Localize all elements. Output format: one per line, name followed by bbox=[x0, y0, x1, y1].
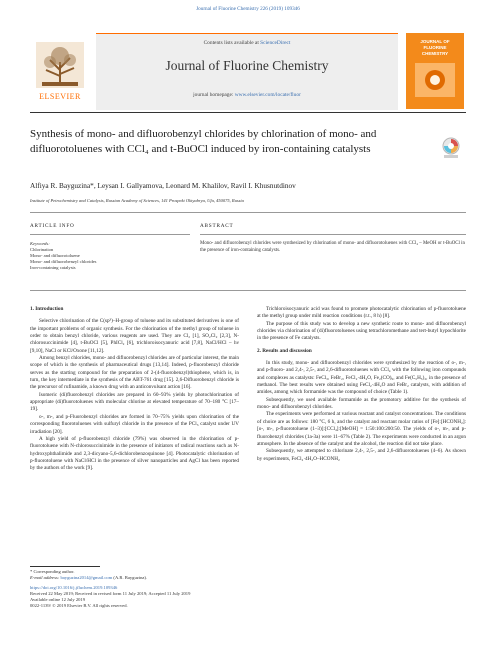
elsevier-logo[interactable] bbox=[30, 40, 90, 102]
journal-cover[interactable] bbox=[406, 33, 464, 109]
keyword: Mono- and difluorotoluene bbox=[30, 253, 80, 259]
keyword: Iron-containing catalysts bbox=[30, 265, 76, 271]
contents-line bbox=[96, 40, 398, 46]
journal-masthead bbox=[96, 33, 398, 110]
homepage-prefix: journal homepage: bbox=[193, 92, 235, 98]
paragraph: Subsequently, we attempted to chlorinate 2,4-, 2,5-, and 2,6-difluorotoluenes (4–6). As shown by experiments, FeCl₂·4H₂O–HCONH₂ bbox=[257, 448, 466, 462]
email-label: E-mail address: bbox=[30, 575, 61, 581]
corresponding-note: * Corresponding author. bbox=[30, 569, 75, 574]
right-column bbox=[257, 306, 466, 463]
article-info-heading: ARTICLE INFO bbox=[30, 223, 75, 229]
paragraph: o-, m-, and p-Fluorobenzyl chlorides are formed in 70–75% yields upon chlorination of the corresponding fluorotoluenes with sulfuryl chloride in the presence of the PCl₃ catalyst under UV irradiation [20]. bbox=[30, 413, 239, 435]
cover-title: JOURNAL OF FLUORINE CHEMISTRY bbox=[420, 39, 450, 56]
left-column bbox=[30, 306, 239, 473]
email-suffix: (A.R. Bayguzina). bbox=[112, 575, 148, 581]
author-list: Alfiya R. Bayguzina*, Leysan I. Gallyamova, Leonard M. Khalilov, Ravil I. Khusnutdinov bbox=[30, 181, 296, 190]
section-heading: 2. Results and discussion bbox=[257, 347, 312, 354]
copyright-line: 0022-1139/ © 2019 Elsevier B.V. All rights reserved. bbox=[30, 603, 128, 609]
paragraph: Among benzyl chlorides, mono- and difluorobenzyl chlorides are of particular interest, the main scope of which is the synthesis of pharmaceutical drugs [13,14]. Indeed, p-fluorobenzyl chloride serves as the starting compound for the preparation of 2-(4-fluorobenzyl)thiophene, which is, in turn, the key intermediate in the synthesis of the ABT-761 drug [15]. 2,6-Difluorobenzyl chloride is the precursor of rufinamide, a known drug with an anticonvulsant action [16]. bbox=[30, 355, 239, 391]
keyword: Chlorination bbox=[30, 247, 54, 253]
paragraph: A high yield of p-fluorobenzyl chloride (79%) was observed in the chlorination of p-fluorotoluene with N-chlorosuccinimide in the presence of initiators of radical reactions such as N-hydroxyphthalimide and 2,3-dicyano-5,6-dichlorobenzoquinone [4]. Photocatalytic chlorination of p-fluorotoluene with NaCl/HCl in the presence of silver nanoparticles and AgCl has been reported by the authors of the work [9]. bbox=[30, 435, 239, 472]
sciencedirect-link[interactable]: ScienceDirect bbox=[260, 40, 291, 46]
paragraph: The experiments were performed at various reactant and catalyst concentrations. The conditions of choice are as follows: 180 °C, 6 h, and the catalyst and reactant molar ratios of [Fe]:[HCONH₂]:[o-, m-, p-fluorotoluene (1–3)]:[CCl₄]:[MeOH] = 1:50:100:200:50. The yields of o-, m-, and p-fluorobenzyl chlorides (1a-3a) were 11–67% (Table 2). The experiments were conducted in an argon atmosphere. In the absence of the catalyst and the alcohol, the reaction did not take place. bbox=[257, 411, 466, 447]
available-line: Available online 12 July 2019 bbox=[30, 597, 86, 603]
keywords-label: Keywords: bbox=[30, 241, 50, 246]
doi-link[interactable]: https://doi.org/10.1016/j.jfluchem.2019.109346 bbox=[30, 584, 118, 590]
running-head: Journal of Fluorine Chemistry 226 (2019) 109346 bbox=[196, 6, 300, 12]
article-title: Synthesis of mono- and difluorobenzyl chlorides by chlorination of mono- and difluorotoluenes with CCl₄ and t-BuOCl induced by iron-containing catalysts bbox=[30, 128, 377, 155]
affiliation: Institute of Petrochemistry and Catalysis, Russian Academy of Sciences, 141 Prospekt Oktyabrya, Ufa, 450075, Russia bbox=[30, 198, 244, 203]
divider bbox=[30, 234, 190, 235]
paragraph: Selective chlorination of the C(sp³)–H-group of toluene and its substituted derivatives is one of the important problems of organic synthesis. For the chlorination of the methyl group of toluene in order to obtain benzyl chloride, various reagents are used. They are Cl₂ [1], SO₂Cl₂ [2,3], N-chlorosuccinimide [4], t-BuOCl [5], PhICl₂ [6], trichloroisocyanuric acid [7,8], NaCl/HCl – hν [9,10], NaCl or KCl/Oxone [11,12]. bbox=[30, 318, 239, 354]
journal-title: Journal of Fluorine Chemistry bbox=[165, 58, 329, 73]
contents-prefix: Contents lists available at bbox=[203, 40, 261, 46]
footnote-rule bbox=[30, 566, 100, 567]
divider bbox=[30, 212, 466, 213]
paragraph: Isomeric (di)fluorobenzyl chlorides are prepared in 60–93% yields by photochlorination of appropriate (di)fluorotoluenes with molecular chlorine at elevated temperature of 70–180 °C [17–19]. bbox=[30, 391, 239, 413]
section-heading: 1. Introduction bbox=[30, 306, 64, 312]
cover-graphic-icon bbox=[415, 63, 455, 97]
homepage-line bbox=[96, 92, 398, 98]
paragraph: The purpose of this study was to develop a new synthetic route to mono- and difluorobenzyl chlorides via chlorination of (di)fluorotoluenes using tetrachloromethane and tert-butyl hypochlorite in the presence of Fe catalysts. bbox=[257, 320, 466, 342]
header-rule bbox=[30, 112, 466, 113]
divider bbox=[30, 290, 466, 291]
footnotes bbox=[30, 569, 330, 610]
email-line bbox=[30, 575, 330, 581]
paragraph: Trichloroisocyanuric acid was found to promote photocatalytic chlorination of p-fluorotoluene at the methyl group under mild reaction conditions (r.t., 8 h) [8]. bbox=[257, 306, 466, 320]
paragraph: Subsequently, we used available formamide as the promotory additive for the synthesis of mono- and difluorobenzyl chlorides. bbox=[257, 396, 466, 411]
keywords-block bbox=[30, 241, 190, 271]
divider bbox=[200, 234, 466, 235]
abstract-text: Mono- and difluorobenzyl chlorides were synthesized by chlorination of mono- and difluorotoluenes with CCl₄ – MeOH or t-BuOCl in the presence of iron-containing catalysts. bbox=[200, 241, 465, 253]
abstract-heading: ABSTRACT bbox=[200, 223, 234, 229]
received-line: Received 22 May 2019; Received in revised form 11 July 2019; Accepted 11 July 2019 bbox=[30, 590, 191, 596]
keyword: Mono- and difluorobenzyl chlorides bbox=[30, 259, 97, 265]
email-link[interactable]: bayguzina2014@gmail.com bbox=[60, 575, 113, 581]
paragraph: In this study, mono- and difluorobenzyl chlorides were synthesized by the reaction of o-, m-, and p-fluoro- and 2,4-, 2,5-, and 2,6-difluorotoluenes with CCl₄ with the following iron compounds and complexes as catalysts: FeCl₃, FeBr₂, FeCl₂·4H₂O, Fe₂(CO)₉, and Fe(C₅H₅)₂, in the presence of methanol. The best results were obtained using FeCl₂·4H₂O and FeBr₂ catalysts, with addition of amides, among which formamide was the compound of choice (Table 1). bbox=[257, 360, 466, 396]
homepage-link[interactable]: www.elsevier.com/locate/fluor bbox=[234, 92, 301, 98]
crossmark-icon[interactable] bbox=[440, 136, 462, 160]
publisher-name: ELSEVIER bbox=[39, 92, 81, 101]
